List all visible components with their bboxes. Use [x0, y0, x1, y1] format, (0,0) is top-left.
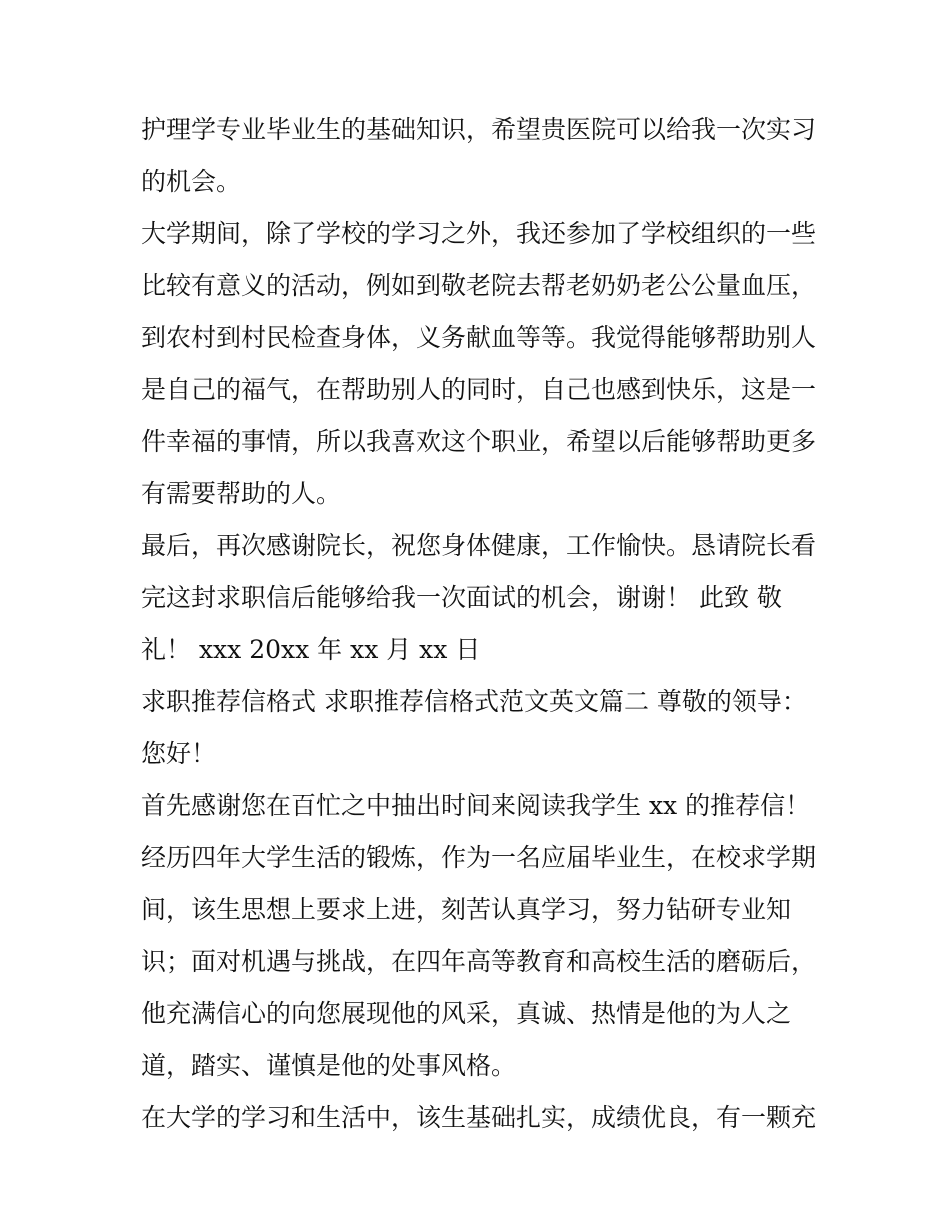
text-line: 有需要帮助的人。: [141, 479, 342, 508]
text-line: 您好！: [141, 739, 217, 768]
text-line: 在大学的学习和生活中，该生基础扎实，成绩优良，有一颗充: [141, 1103, 817, 1132]
text-line: 求职推荐信格式 求职推荐信格式范文英文篇二 尊敬的领导：: [141, 687, 807, 716]
text-line: 的机会。: [141, 167, 242, 196]
text-line: 识；面对机遇与挑战，在四年高等教育和高校生活的磨砺后，: [141, 947, 817, 976]
text-line: 经历四年大学生活的锻炼，作为一名应届毕业生，在校求学期: [141, 843, 817, 872]
text-line: 是自己的福气，在帮助别人的同时，自己也感到快乐，这是一: [141, 375, 817, 404]
text-line: 件幸福的事情，所以我喜欢这个职业，希望以后能够帮助更多: [141, 427, 817, 456]
text-line: 首先感谢您在百忙之中抽出时间来阅读我学生 xx 的推荐信！: [141, 791, 811, 820]
text-line: 他充满信心的向您展现他的风采，真诚、热情是他的为人之: [141, 999, 792, 1028]
text-line: 道，踏实、谨慎是他的处事风格。: [141, 1051, 517, 1080]
text-line: 到农村到村民检查身体，义务献血等等。我觉得能够帮助别人: [141, 323, 817, 352]
text-line: 最后，再次感谢院长，祝您身体健康，工作愉快。恳请院长看: [141, 531, 817, 560]
text-line: 护理学专业毕业生的基础知识，希望贵医院可以给我一次实习: [141, 115, 817, 144]
text-line: 大学期间，除了学校的学习之外，我还参加了学校组织的一些: [141, 219, 817, 248]
text-line: 礼！ xxx 20xx 年 xx 月 xx 日: [141, 635, 481, 664]
text-line: 间，该生思想上要求上进，刻苦认真学习，努力钻研专业知: [141, 895, 792, 924]
text-line: 比较有意义的活动，例如到敬老院去帮老奶奶老公公量血压，: [141, 271, 817, 300]
text-line: 完这封求职信后能够给我一次面试的机会，谢谢！ 此致 敬: [141, 583, 782, 612]
body-text: [141, 104, 821, 1144]
